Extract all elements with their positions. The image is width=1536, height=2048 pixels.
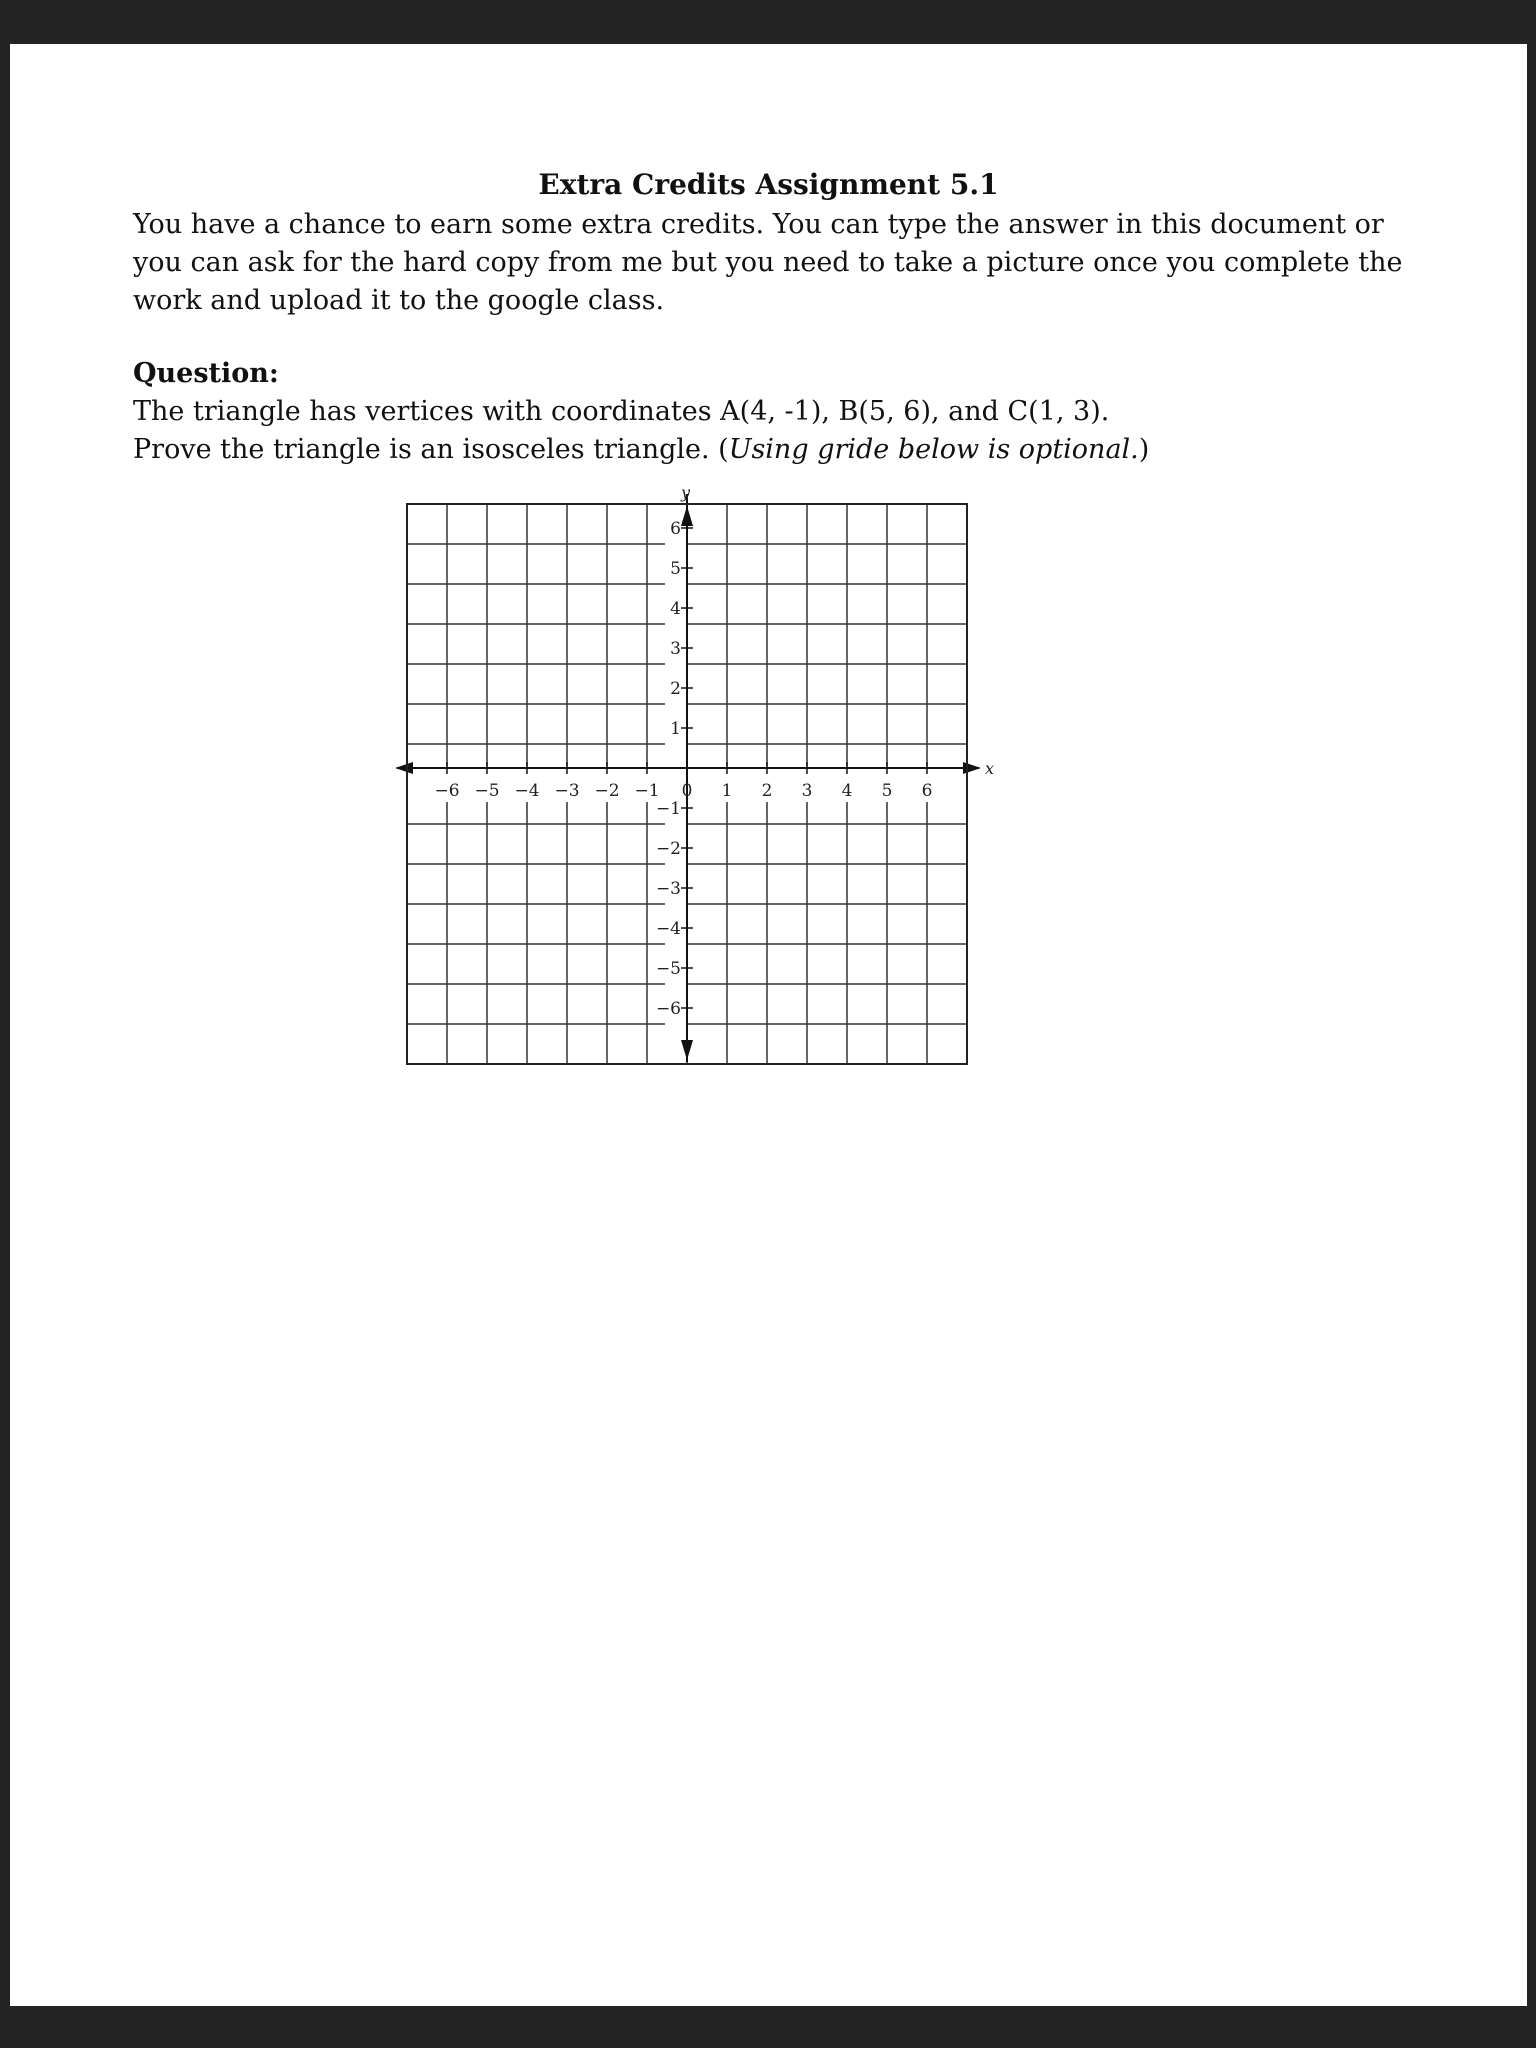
- question-text: The triangle has vertices with coordinates A(4, -1), B(5, 6), and C(1, 3).: [133, 396, 1110, 427]
- x-tick-label: −3: [554, 781, 580, 801]
- x-tick-label: −2: [594, 781, 620, 801]
- y-tick-label: −2: [655, 839, 681, 859]
- y-axis-name: y: [681, 483, 691, 502]
- instruction-text: Prove the triangle is an isosceles triangle. (: [133, 434, 729, 465]
- y-tick-label: 6: [670, 519, 681, 539]
- y-tick-label: 3: [670, 639, 681, 659]
- x-axis-right-arrow: [963, 762, 981, 774]
- instruction-optional-note: Using gride below is optional.: [728, 434, 1139, 465]
- x-tick-label: −5: [474, 781, 500, 801]
- x-tick-label: 6: [921, 781, 933, 801]
- y-tick-label: −6: [655, 999, 681, 1019]
- coordinate-grid: [10, 44, 1527, 2006]
- x-tick-label: 5: [881, 781, 893, 801]
- document-page: [10, 44, 1527, 2006]
- x-tick-label: −1: [634, 781, 660, 801]
- x-tick-label: 1: [721, 781, 733, 801]
- x-tick-label: −4: [514, 781, 540, 801]
- y-tick-label: −1: [655, 799, 681, 819]
- x-tick-label: 2: [761, 781, 773, 801]
- assignment-title: Extra Credits Assignment 5.1: [538, 168, 999, 201]
- x-tick-label: 4: [841, 781, 853, 801]
- y-tick-label: 5: [670, 559, 681, 579]
- y-tick-label: −4: [655, 919, 681, 939]
- y-tick-label: −3: [655, 879, 681, 899]
- y-tick-label: 1: [670, 719, 681, 739]
- x-axis-left-arrow: [395, 762, 413, 774]
- x-tick-label: 3: [801, 781, 813, 801]
- x-tick-label: 0: [681, 781, 693, 801]
- intro-paragraph: You have a chance to earn some extra credits. You can type the answer in this document or you can ask for the hard copy from me but you need to take a picture once you complete the work and upload it to the google class.: [133, 209, 1403, 316]
- y-tick-label: −5: [655, 959, 681, 979]
- x-axis-name: x: [985, 759, 995, 778]
- y-tick-label: 2: [670, 679, 681, 699]
- y-tick-label: 4: [670, 599, 681, 619]
- question-label: Question:: [133, 358, 279, 389]
- x-tick-label: −6: [434, 781, 460, 801]
- instruction-close-paren: ): [1138, 434, 1150, 465]
